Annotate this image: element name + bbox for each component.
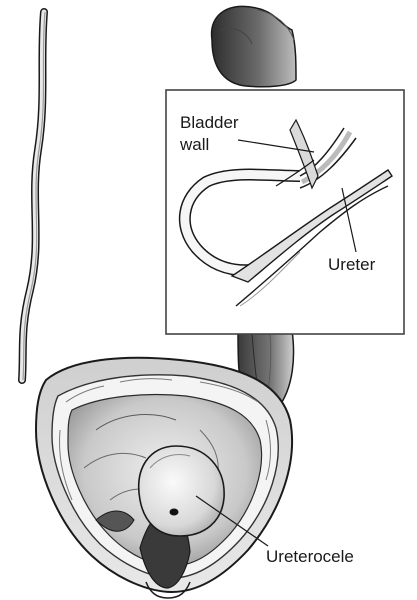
label-ureterocele: Ureterocele [266, 547, 354, 566]
inset-detail [166, 90, 404, 334]
ureterocele-orifice [170, 509, 179, 516]
label-bladder-wall-line2: wall [180, 135, 210, 154]
right-kidney-upper-ureter [212, 6, 296, 86]
label-bladder-wall-line1: Bladder [180, 113, 239, 132]
left-ureter [22, 12, 45, 380]
ureterocele [139, 446, 224, 536]
label-ureter: Ureter [328, 255, 376, 274]
